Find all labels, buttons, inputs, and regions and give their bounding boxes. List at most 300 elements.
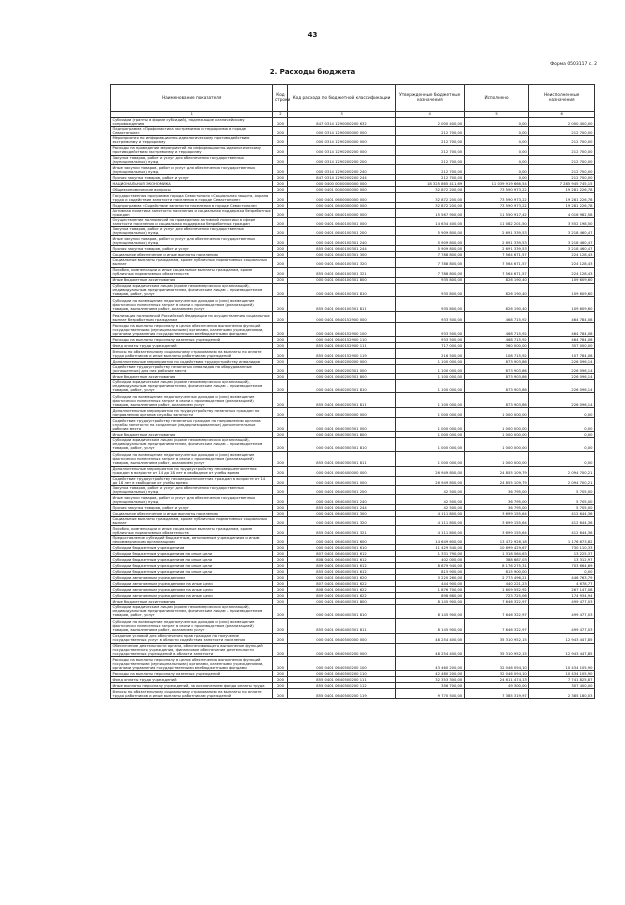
row-executed-amount: 36 795,00: [464, 494, 529, 504]
row-line-code: 200: [273, 408, 288, 418]
row-budget-code: 000 0314 1290200000 000: [288, 136, 395, 145]
row-budget-code: 000 0314 1290200200 240: [288, 164, 395, 174]
row-executed-amount: 1 000 000,00: [464, 451, 529, 466]
row-executed-amount: 388 687,03: [464, 557, 529, 563]
table-row: [111, 217, 595, 226]
row-indicator-name: Содействие трудоустройству незанятых граждан по направлению органов службы занятости на созданные (модернизированные) дополнительные рабочие места: [111, 418, 273, 432]
row-budget-code: 000 0314 1290200200 000: [288, 145, 395, 155]
row-indicator-name: Субсидии (гранты в форме субсидий), подлежащие казначейскому сопровождению: [111, 118, 273, 127]
row-budget-code: 855 0401 0640500200 119: [288, 688, 395, 698]
row-unexecuted-amount: 7 741 825,87: [529, 676, 595, 682]
row-line-code: 200: [273, 516, 288, 525]
row-executed-amount: 7 564 671,57: [464, 267, 529, 277]
row-executed-amount: 7 646 322,97: [464, 618, 529, 633]
row-indicator-name: Взносы по обязательному социальному страхованию на выплаты по оплате труда работников и иные выплаты работникам учреждений: [111, 348, 273, 358]
row-unexecuted-amount: 499 477,03: [529, 605, 595, 618]
row-unexecuted-amount: 10 434 105,90: [529, 656, 595, 670]
row-executed-amount: 73 590 973,22: [464, 186, 529, 192]
row-budget-code: 000 0401 0640200000 000: [288, 358, 395, 364]
row-executed-amount: 3 699 155,64: [464, 526, 529, 536]
row-indicator-name: Взносы по обязательному социальному страхованию на выплаты по оплате труда работников и иные выплаты работникам учреждений: [111, 688, 273, 698]
header-unexecuted: Неисполненные назначения: [529, 85, 595, 112]
row-unexecuted-amount: 464 784,08: [529, 311, 595, 322]
table-row: [111, 202, 595, 208]
row-budget-code: 809 0401 0640400301 612: [288, 563, 395, 569]
row-executed-amount: 13 472 926,18: [464, 536, 529, 545]
header-indicator-name: Наименование показателя: [111, 85, 273, 112]
row-executed-amount: 11 082 201,50: [464, 217, 529, 226]
row-approved-amount: 1 100 000,00: [395, 373, 464, 379]
row-unexecuted-amount: 224 128,43: [529, 267, 595, 277]
row-budget-code: 855 0401 0640152900 111: [288, 342, 395, 348]
row-line-code: 200: [273, 593, 288, 599]
row-line-code: 200: [273, 186, 288, 192]
row-budget-code: 807 0401 0640400301 612: [288, 551, 395, 557]
row-budget-code: 855 0401 0640100301 811: [288, 296, 395, 311]
row-approved-amount: 212 700,00: [395, 127, 464, 136]
row-executed-amount: 3 699 155,64: [464, 516, 529, 525]
header-executed: Исполнено: [464, 85, 529, 112]
row-line-code: 200: [273, 418, 288, 432]
row-line-code: 200: [273, 208, 288, 217]
row-line-code: 200: [273, 136, 288, 145]
row-budget-code: 000 0401 0640400000 000: [288, 466, 395, 476]
table-row: [111, 581, 595, 587]
row-indicator-name: Субсидии бюджетным учреждениям на иные цели: [111, 569, 273, 575]
row-approved-amount: 933 500,00: [395, 311, 464, 322]
table-row: [111, 643, 595, 656]
table-row: [111, 379, 595, 392]
row-approved-amount: 42 480 200,00: [395, 670, 464, 676]
row-indicator-name: Активная политика занятости населения и социальная поддержка безработных граждан: [111, 208, 273, 217]
row-indicator-name: Субсидии на возмещение недополученных доходов и (или) возмещение фактически понесенных затрат в связи с производством (реализацией) товаров, выполнением работ, оказанием услуг: [111, 451, 273, 466]
row-approved-amount: 356 700,00: [395, 682, 464, 688]
row-approved-amount: 32 872 200,00: [395, 186, 464, 192]
section-title: 2. Расходы бюджета: [269, 68, 356, 76]
row-line-code: 200: [273, 267, 288, 277]
table-body: [111, 118, 595, 699]
row-indicator-name: Государственная программа города Севастополя «Социальная защита, охрана труда и содействие занятости населения в городе Севастополе»: [111, 192, 273, 202]
row-indicator-name: Субсидии автономным учреждениям: [111, 575, 273, 581]
row-unexecuted-amount: 5 705,00: [529, 494, 595, 504]
row-budget-code: 000 0401 0640400301 610: [288, 545, 395, 551]
row-executed-amount: 36 795,00: [464, 485, 529, 494]
row-line-code: 200: [273, 202, 288, 208]
row-line-code: 200: [273, 682, 288, 688]
row-indicator-name: Расходы на выплаты персоналу казенных учреждений: [111, 670, 273, 676]
row-line-code: 200: [273, 342, 288, 348]
row-line-code: 200: [273, 643, 288, 656]
table-row: [111, 563, 595, 569]
row-approved-amount: 5 909 800,00: [395, 246, 464, 252]
row-budget-code: 855 0401 0640400301 612: [288, 569, 395, 575]
table-row: [111, 322, 595, 336]
row-budget-code: 000 0314 1290000000 000: [288, 127, 395, 136]
table-row: [111, 127, 595, 136]
row-line-code: 200: [273, 618, 288, 633]
row-indicator-name: Осуществление полномочий по проведению активной политики в сфере занятости населения и социальная поддержка безработных граждан: [111, 217, 273, 226]
row-approved-amount: 1 100 000,00: [395, 393, 464, 408]
table-row: [111, 174, 595, 180]
row-indicator-name: Субсидии юридическим лицам (кроме некоммерческих организаций), индивидуальным предпринимателям, физическим лицам – производителям товаров, работ, услуг: [111, 283, 273, 296]
row-executed-amount: 873 903,86: [464, 364, 529, 373]
row-line-code: 200: [273, 526, 288, 536]
row-approved-amount: 48 254 400,00: [395, 633, 464, 643]
row-budget-code: 000 0401 0640300301 810: [288, 438, 395, 451]
row-line-code: 200: [273, 252, 288, 258]
row-line-code: 200: [273, 569, 288, 575]
expenditure-table: [110, 84, 595, 699]
row-unexecuted-amount: 3 218 460,47: [529, 227, 595, 236]
column-index: 4: [395, 112, 464, 118]
row-approved-amount: 7 788 800,00: [395, 258, 464, 267]
row-unexecuted-amount: 7 285 945 745,15: [529, 180, 595, 186]
row-approved-amount: 815 900,00: [395, 569, 464, 575]
row-indicator-name: Подпрограмма «Профилактика экстремизма и терроризма в городе Севастополе»: [111, 127, 273, 136]
row-indicator-name: Иные закупки товаров, работ и услуг для обеспечения государственных (муниципальных) нужд: [111, 236, 273, 246]
row-budget-code: 855 0401 0640300301 811: [288, 451, 395, 466]
column-index: 2: [273, 112, 288, 118]
table-row: [111, 364, 595, 373]
row-unexecuted-amount: 3 218 460,47: [529, 236, 595, 246]
row-unexecuted-amount: 412 644,36: [529, 510, 595, 516]
row-unexecuted-amount: 3 552 198,50: [529, 217, 595, 226]
row-unexecuted-amount: 2 094 700,21: [529, 476, 595, 485]
row-line-code: 200: [273, 358, 288, 364]
row-approved-amount: 42 500,00: [395, 504, 464, 510]
row-approved-amount: 1 000 000,00: [395, 418, 464, 432]
row-indicator-name: Прочая закупка товаров, работ и услуг: [111, 504, 273, 510]
row-approved-amount: 7 788 800,00: [395, 252, 464, 258]
row-indicator-name: Иные бюджетные ассигнования: [111, 277, 273, 283]
row-unexecuted-amount: 19 281 226,78: [529, 192, 595, 202]
row-budget-code: 000 0401 0640100301 320: [288, 258, 395, 267]
table-row: [111, 551, 595, 557]
row-unexecuted-amount: 2 094 700,21: [529, 466, 595, 476]
row-approved-amount: 11 429 540,00: [395, 545, 464, 551]
row-budget-code: 000 0401 0640200301 800: [288, 373, 395, 379]
column-index: 5: [464, 112, 529, 118]
row-executed-amount: 0,00: [464, 118, 529, 127]
row-unexecuted-amount: 730 110,33: [529, 545, 595, 551]
table-row: [111, 516, 595, 525]
row-indicator-name: Субсидии на возмещение недополученных доходов и (или) возмещение фактически понесенных затрат в связи с производством (реализацией) товаров, выполнением работ, оказанием услуг: [111, 393, 273, 408]
row-budget-code: 000 0401 0000000000 000: [288, 186, 395, 192]
table-row: [111, 485, 595, 494]
table-row: [111, 494, 595, 504]
row-approved-amount: 2 000 400,00: [395, 118, 464, 127]
row-executed-amount: 2 691 339,53: [464, 227, 529, 236]
row-budget-code: 855 0401 0640400301 321: [288, 526, 395, 536]
table-row: [111, 155, 595, 164]
row-line-code: 200: [273, 155, 288, 164]
table-row: [111, 526, 595, 536]
row-approved-amount: 898 660,00: [395, 593, 464, 599]
row-executed-amount: 1 318 564,63: [464, 551, 529, 557]
row-budget-code: 847 0314 1290000200 632: [288, 118, 395, 127]
row-executed-amount: 11 550 917,42: [464, 208, 529, 217]
table-row: [111, 348, 595, 358]
row-budget-code: 000 0401 0640152900 100: [288, 322, 395, 336]
row-executed-amount: 2 691 339,53: [464, 246, 529, 252]
row-budget-code: 000 0401 0640300000 000: [288, 408, 395, 418]
row-approved-amount: 26 949 800,00: [395, 466, 464, 476]
row-unexecuted-amount: 0,00: [529, 569, 595, 575]
row-approved-amount: 1 100 000,00: [395, 358, 464, 364]
row-executed-amount: 873 903,86: [464, 358, 529, 364]
row-indicator-name: Пособия, компенсации и иные социальные выплаты гражданам, кроме публичных нормативных обязательств: [111, 526, 273, 536]
row-line-code: 200: [273, 217, 288, 226]
row-executed-amount: 0,00: [464, 174, 529, 180]
row-indicator-name: Субсидии бюджетным учреждениям на иные цели: [111, 563, 273, 569]
row-indicator-name: Иные закупки товаров, работ и услуг для обеспечения государственных (муниципальных) нужд: [111, 494, 273, 504]
row-indicator-name: Иные бюджетные ассигнования: [111, 432, 273, 438]
row-unexecuted-amount: 174 934,94: [529, 593, 595, 599]
row-line-code: 200: [273, 393, 288, 408]
row-unexecuted-amount: 5 705,00: [529, 485, 595, 494]
row-indicator-name: Дополнительные мероприятия по содействию трудоустройству инвалидов: [111, 358, 273, 364]
row-line-code: 200: [273, 336, 288, 342]
row-budget-code: 855 0401 0640152900 119: [288, 348, 395, 358]
row-executed-amount: 873 903,86: [464, 373, 529, 379]
row-unexecuted-amount: 10 434 105,90: [529, 670, 595, 676]
row-approved-amount: 32 872 200,00: [395, 202, 464, 208]
row-indicator-name: Прочая закупка товаров, работ и услуг: [111, 246, 273, 252]
row-executed-amount: 873 903,86: [464, 379, 529, 392]
row-budget-code: 808 0401 0640400301 612: [288, 557, 395, 563]
row-approved-amount: 444 900,00: [395, 581, 464, 587]
row-unexecuted-amount: 464 784,08: [529, 336, 595, 342]
table-row: [111, 418, 595, 432]
table-row: [111, 587, 595, 593]
row-unexecuted-amount: 2 385 180,03: [529, 688, 595, 698]
row-unexecuted-amount: 13 225,37: [529, 551, 595, 557]
row-line-code: 200: [273, 145, 288, 155]
row-approved-amount: 42 500,00: [395, 485, 464, 494]
row-approved-amount: 935 800,00: [395, 296, 464, 311]
row-line-code: 200: [273, 236, 288, 246]
row-executed-amount: 108 715,92: [464, 348, 529, 358]
row-unexecuted-amount: 0,00: [529, 438, 595, 451]
table-row: [111, 408, 595, 418]
row-line-code: 200: [273, 311, 288, 322]
row-approved-amount: 717 000,00: [395, 342, 464, 348]
row-indicator-name: Реализация полномочий Российской Федерации по осуществлению социальных выплат безработным гражданам: [111, 311, 273, 322]
row-executed-amount: 0,00: [464, 145, 529, 155]
row-unexecuted-amount: 357 000,00: [529, 342, 595, 348]
row-unexecuted-amount: 226 096,14: [529, 393, 595, 408]
row-line-code: 200: [273, 504, 288, 510]
row-line-code: 200: [273, 670, 288, 676]
table-row: [111, 557, 595, 563]
row-executed-amount: 24 611 474,13: [464, 676, 529, 682]
row-line-code: 200: [273, 258, 288, 267]
table-row: [111, 605, 595, 618]
row-line-code: 200: [273, 180, 288, 186]
row-approved-amount: 14 649 600,00: [395, 536, 464, 545]
row-unexecuted-amount: 4 678,77: [529, 581, 595, 587]
row-approved-amount: 8 145 900,00: [395, 618, 464, 633]
row-line-code: 200: [273, 127, 288, 136]
row-executed-amount: 32 046 094,10: [464, 656, 529, 670]
row-line-code: 200: [273, 536, 288, 545]
row-indicator-name: Субсидии автономным учреждениям на иные цели: [111, 593, 273, 599]
row-budget-code: 855 0401 0640500200 112: [288, 682, 395, 688]
table-row: [111, 252, 595, 258]
row-approved-amount: 1 000 000,00: [395, 438, 464, 451]
row-approved-amount: 26 949 800,00: [395, 476, 464, 485]
row-line-code: 200: [273, 581, 288, 587]
row-indicator-name: Закупка товаров, работ и услуг для обеспечения государственных (муниципальных) нужд: [111, 485, 273, 494]
row-unexecuted-amount: 109 609,60: [529, 296, 595, 311]
row-budget-code: 000 0401 0640100301 300: [288, 252, 395, 258]
table-row: [111, 466, 595, 476]
row-budget-code: 855 0401 0640500200 111: [288, 676, 395, 682]
row-budget-code: 000 0401 0640300301 800: [288, 432, 395, 438]
row-approved-amount: 14 634 400,00: [395, 217, 464, 226]
row-budget-code: 000 0401 0640100301 200: [288, 227, 395, 236]
row-budget-code: 000 0401 0640100301 240: [288, 236, 395, 246]
row-indicator-name: Содействие трудоустройству несовершеннолетних граждан в возрасте от 14 до 18 лет в свободное от учебы время: [111, 476, 273, 485]
table-row: [111, 118, 595, 127]
row-approved-amount: 212 700,00: [395, 136, 464, 145]
row-budget-code: 000 0400 0000000000 000: [288, 180, 395, 186]
column-index: 1: [111, 112, 273, 118]
row-approved-amount: 1 100 000,00: [395, 364, 464, 373]
row-unexecuted-amount: 226 096,14: [529, 379, 595, 392]
row-budget-code: 000 0401 0640400301 000: [288, 476, 395, 485]
row-unexecuted-amount: 3 218 460,47: [529, 246, 595, 252]
row-indicator-name: Субсидии юридическим лицам (кроме некоммерческих организаций), индивидуальным предпринимателям, физическим лицам – производителям товаров, работ, услуг: [111, 605, 273, 618]
row-executed-amount: 0,00: [464, 127, 529, 136]
row-executed-amount: 723 725,06: [464, 593, 529, 599]
row-approved-amount: 4 111 800,00: [395, 526, 464, 536]
row-line-code: 200: [273, 432, 288, 438]
row-indicator-name: Субсидии бюджетным учреждениям: [111, 545, 273, 551]
row-approved-amount: 18 325 865 411,69: [395, 180, 464, 186]
row-unexecuted-amount: 446 763,79: [529, 575, 595, 581]
row-unexecuted-amount: 212 700,00: [529, 136, 595, 145]
row-line-code: 200: [273, 485, 288, 494]
row-line-code: 200: [273, 587, 288, 593]
row-line-code: 200: [273, 373, 288, 379]
row-indicator-name: Социальные выплаты гражданам, кроме публичных нормативных социальных выплат: [111, 516, 273, 525]
row-indicator-name: Субсидии юридическим лицам (кроме некоммерческих организаций), индивидуальным предпринимателям, физическим лицам – производителям товаров, работ, услуг: [111, 438, 273, 451]
row-indicator-name: Дополнительные мероприятия по трудоустройству несовершеннолетних граждан в возрасте от 14 до 18 лет в свободное от учебы время: [111, 466, 273, 476]
row-line-code: 200: [273, 379, 288, 392]
row-budget-code: 000 0401 0640400301 240: [288, 494, 395, 504]
row-budget-code: 847 0314 1290200200 244: [288, 174, 395, 180]
row-budget-code: 855 0401 0640400301 244: [288, 504, 395, 510]
row-approved-amount: 5 909 800,00: [395, 236, 464, 246]
row-approved-amount: 1 331 790,00: [395, 551, 464, 557]
table-row: [111, 536, 595, 545]
row-budget-code: 807 0401 0640400301 622: [288, 581, 395, 587]
row-executed-amount: 32 046 094,10: [464, 670, 529, 676]
row-indicator-name: Субсидии на возмещение недополученных доходов и (или) возмещение фактически понесенных затрат в связи с производством (реализацией) товаров, выполнением работ, оказанием услуг: [111, 618, 273, 633]
row-executed-amount: 440 221,23: [464, 581, 529, 587]
row-budget-code: 855 0401 0640100301 321: [288, 267, 395, 277]
table-row: [111, 682, 595, 688]
row-line-code: 200: [273, 277, 288, 283]
row-line-code: 200: [273, 451, 288, 466]
row-budget-code: 000 0401 0640500200 000: [288, 643, 395, 656]
header-approved: Утвержденные бюджетные назначения: [395, 85, 464, 112]
row-executed-amount: 49 300,00: [464, 682, 529, 688]
row-executed-amount: 24 855 109,79: [464, 476, 529, 485]
table-row: [111, 258, 595, 267]
row-approved-amount: 9 770 500,00: [395, 688, 464, 698]
row-indicator-name: Закупка товаров, работ и услуг для обеспечения государственных (муниципальных) нужд: [111, 155, 273, 164]
row-unexecuted-amount: 2 000 400,00: [529, 118, 595, 127]
row-budget-code: 000 0401 0640500200 110: [288, 670, 395, 676]
row-line-code: 200: [273, 227, 288, 236]
row-unexecuted-amount: 412 644,36: [529, 516, 595, 525]
row-unexecuted-amount: 226 096,14: [529, 364, 595, 373]
table-row: [111, 136, 595, 145]
table-row: [111, 296, 595, 311]
row-approved-amount: 1 000 000,00: [395, 432, 464, 438]
row-budget-code: 000 0401 0640400301 800: [288, 599, 395, 605]
table-row: [111, 510, 595, 516]
row-budget-code: 000 0401 0640152900 000: [288, 311, 395, 322]
row-unexecuted-amount: 19 281 226,78: [529, 186, 595, 192]
row-approved-amount: 8 145 900,00: [395, 605, 464, 618]
row-unexecuted-amount: 13 312,97: [529, 557, 595, 563]
table-row: [111, 545, 595, 551]
row-executed-amount: 0,00: [464, 155, 529, 164]
row-approved-amount: 935 800,00: [395, 277, 464, 283]
row-approved-amount: 15 567 900,00: [395, 208, 464, 217]
row-budget-code: 809 0401 0640400301 622: [288, 593, 395, 599]
row-unexecuted-amount: 107 784,08: [529, 348, 595, 358]
row-line-code: 200: [273, 494, 288, 504]
row-indicator-name: Предоставление субсидий бюджетным, автономным учреждениям и иным некоммерческим организациям: [111, 536, 273, 545]
row-approved-amount: 4 111 800,00: [395, 516, 464, 525]
row-indicator-name: Фонд оплаты труда учреждений: [111, 342, 273, 348]
table-row: [111, 283, 595, 296]
row-unexecuted-amount: 1 176 673,82: [529, 536, 595, 545]
row-budget-code: 000 0401 0640500200 100: [288, 656, 395, 670]
row-approved-amount: 4 111 800,00: [395, 510, 464, 516]
row-executed-amount: 0,00: [464, 164, 529, 174]
table-row: [111, 618, 595, 633]
row-budget-code: 000 0401 0640000000 000: [288, 202, 395, 208]
row-unexecuted-amount: 226 096,14: [529, 373, 595, 379]
row-approved-amount: 32 353 300,00: [395, 676, 464, 682]
row-budget-code: 000 0401 0640400301 320: [288, 516, 395, 525]
row-line-code: 200: [273, 563, 288, 569]
row-line-code: 200: [273, 466, 288, 476]
row-unexecuted-amount: 499 477,03: [529, 618, 595, 633]
row-indicator-name: Фонд оплаты труда учреждений: [111, 676, 273, 682]
row-executed-amount: 1 000 000,00: [464, 408, 529, 418]
row-unexecuted-amount: 307 400,00: [529, 682, 595, 688]
row-unexecuted-amount: 412 644,36: [529, 526, 595, 536]
row-executed-amount: 8 176 275,31: [464, 563, 529, 569]
row-line-code: 200: [273, 688, 288, 698]
row-executed-amount: 468 715,92: [464, 311, 529, 322]
row-line-code: 200: [273, 557, 288, 563]
row-approved-amount: 212 700,00: [395, 174, 464, 180]
row-indicator-name: Расходы на выплаты персоналу в целях обеспечения выполнения функций государственными (муниципальными) органами, казенными учреждениями, органами управления государственными внебюджетными фондами: [111, 322, 273, 336]
row-executed-amount: 873 903,86: [464, 393, 529, 408]
row-unexecuted-amount: 109 609,60: [529, 283, 595, 296]
table-row: [111, 236, 595, 246]
table-row: [111, 311, 595, 322]
row-budget-code: 000 0401 0640100000 000: [288, 208, 395, 217]
row-budget-code: 000 0401 0600000000 000: [288, 192, 395, 202]
